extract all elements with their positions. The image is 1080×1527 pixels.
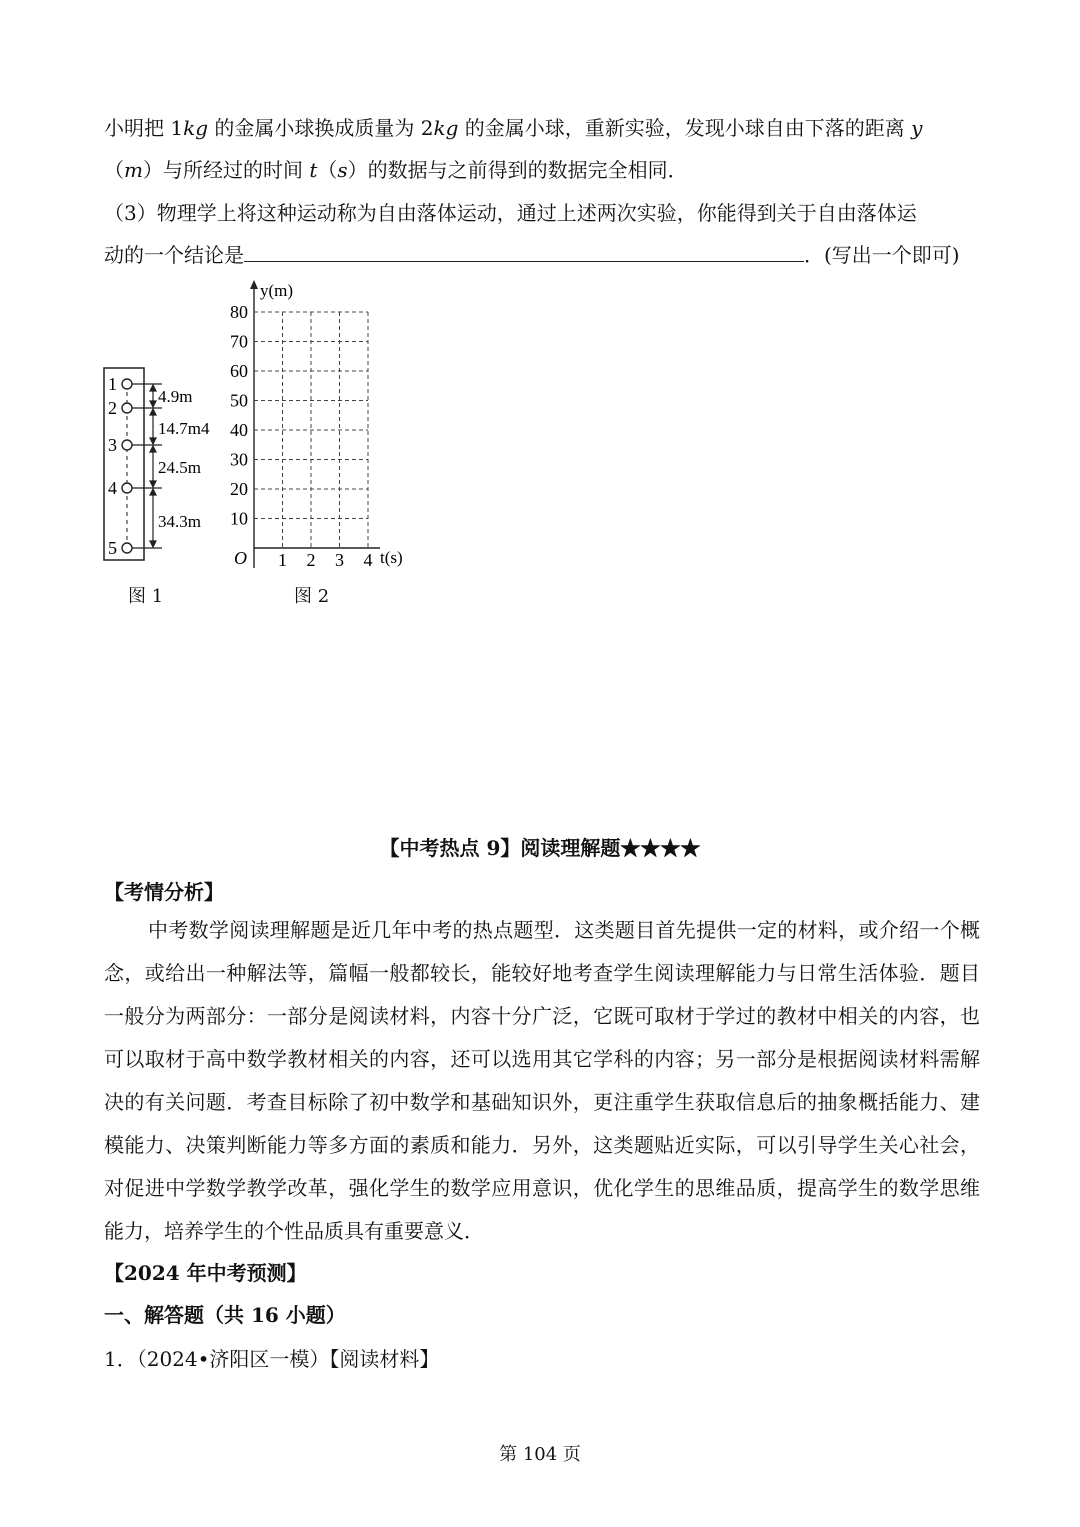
- y-tick-label: 30: [230, 449, 248, 470]
- text-line-4: 动的一个结论是 ．(写出一个即可): [104, 243, 960, 267]
- y-tick-label: 10: [230, 508, 248, 529]
- y-axis-arrow: [250, 280, 258, 289]
- y-tick-label: 20: [230, 479, 248, 499]
- text-line-1: 小明把 1kg 的金属小球换成质量为 2kg 的金属小球，重新实验，发现小球自由下落的距离 y: [104, 116, 923, 140]
- ball-5-label: 5: [108, 538, 117, 558]
- grid-lines: [254, 312, 368, 548]
- ball-4-label: 4: [108, 478, 117, 498]
- figure-2: [220, 276, 420, 576]
- text-line-2: （m）与所经过的时间 t（s）的数据与之前得到的数据完全相同．: [104, 158, 688, 182]
- figure-1-frame: [104, 368, 144, 560]
- distance-2-label: 14.7m4: [158, 419, 210, 438]
- answer-blank[interactable]: [244, 241, 804, 262]
- analysis-body: 中考数学阅读理解题是近几年中考的热点题型．这类题目首先提供一定的材料，或介绍一个概念，或给出一种解法等，篇幅一般都较长，能较好地考查学生阅读理解能力与日常生活体验．题目一般分为两部分：一部分是阅读材料，内容十分广泛，它既可取材于学过的教材中相关的内容，也可以取材于高中数学教材相关的内容，还可以选用其它学科的内容；另一部分是根据阅读材料需解决的有关问题．考查目标除了初中数学和基础知识外，更注重学生获取信息后的抽象概括能力、建模能力、决策判断能力等多方面的素质和能力．另外，这类题贴近实际，可以引导学生关心社会，对促进中学数学教学改革，强化学生的数学应用意识，优化学生的思维品质，提高学生的数学思维能力，培养学生的个性品质具有重要意义．: [104, 918, 980, 1243]
- origin-label: O: [234, 548, 247, 568]
- page-number: 第 104 页: [499, 1444, 581, 1465]
- distance-3-label: 24.5m: [158, 458, 201, 477]
- distance-1-label: 4.9m: [158, 387, 193, 406]
- x-axis-label: t(s): [380, 548, 403, 567]
- ball-1: [108, 374, 132, 394]
- ball-5: [108, 538, 132, 558]
- distance-4-label: 34.3m: [158, 512, 201, 531]
- ball-2: [108, 398, 132, 418]
- y-tick-label: 40: [230, 420, 248, 440]
- ball-3: [108, 435, 132, 455]
- x-tick-label: 3: [335, 550, 344, 570]
- y-tick-label: 50: [230, 390, 248, 411]
- x-tick-label: 1: [278, 550, 287, 570]
- ball-2-label: 2: [108, 398, 117, 418]
- question-1: 1．（2024•济阳区一模）【阅读材料】: [104, 1347, 440, 1371]
- y-axis-label: y(m): [260, 281, 294, 300]
- analysis-title: 【考情分析】: [104, 880, 224, 904]
- part-title: 一、解答题（共 16 小题）: [104, 1303, 346, 1327]
- section-heading: 【中考热点 9】阅读理解题★★★★: [379, 836, 701, 860]
- ball-3-label: 3: [108, 435, 117, 455]
- figure-2-caption: 图 2: [294, 586, 330, 607]
- ball-1-label: 1: [108, 374, 117, 394]
- text-line-3: （3）物理学上将这种运动称为自由落体运动，通过上述两次实验，你能得到关于自由落体运: [104, 201, 917, 225]
- ball-4: [108, 478, 132, 498]
- y-tick-label: 80: [230, 302, 248, 322]
- y-tick-label: 60: [230, 361, 248, 381]
- forecast-title: 【2024 年中考预测】: [104, 1261, 307, 1285]
- figure-1: [96, 360, 226, 580]
- x-tick-label: 2: [306, 550, 316, 570]
- figure-1-caption: 图 1: [128, 586, 164, 607]
- distance-arrows: [150, 385, 156, 547]
- x-tick-label: 4: [363, 550, 373, 570]
- y-tick-label: 70: [230, 331, 248, 352]
